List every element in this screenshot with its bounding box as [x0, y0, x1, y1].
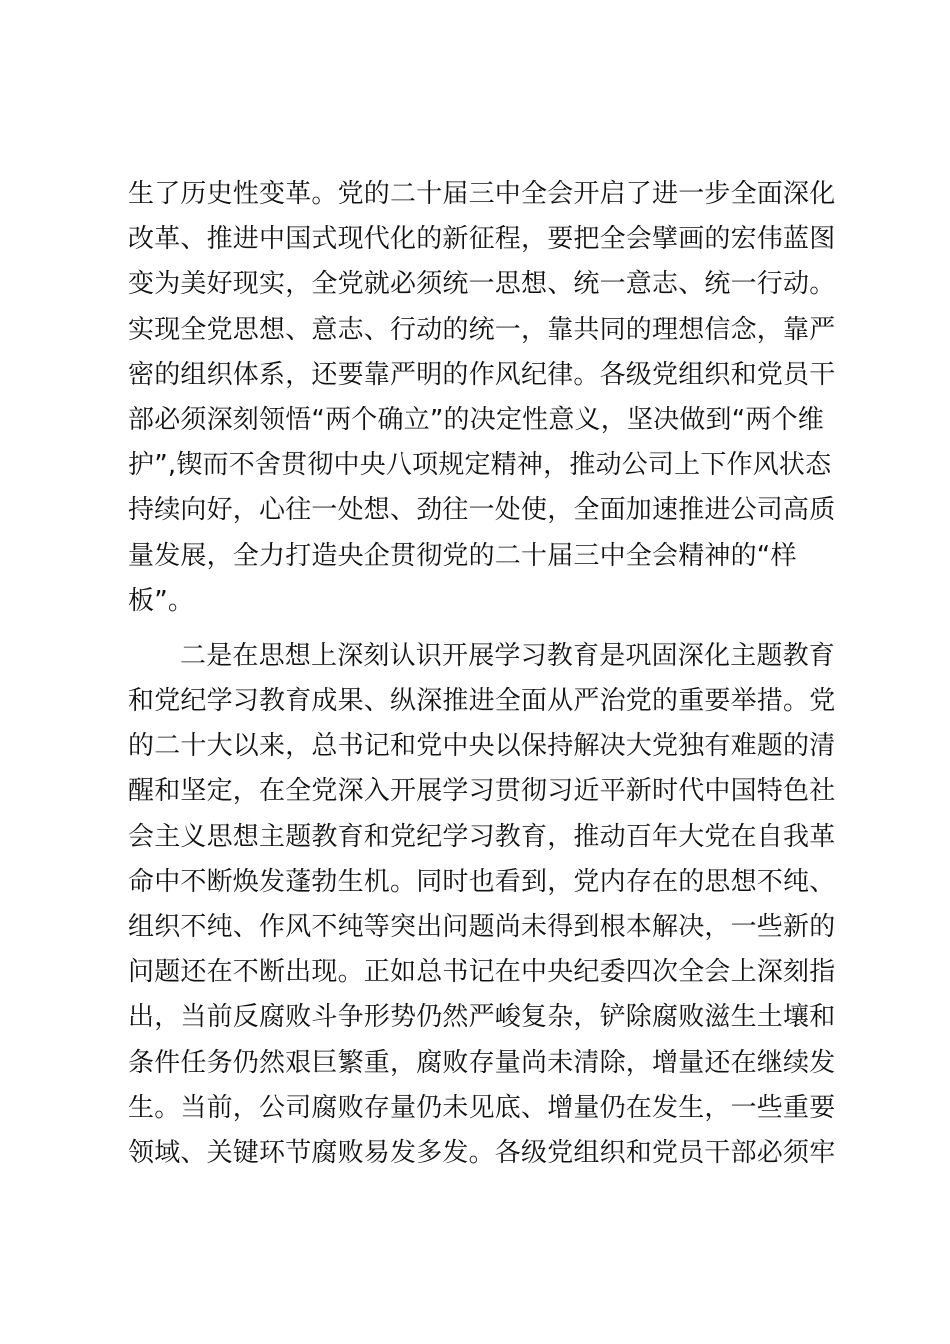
text-line: 条件任务仍然艰巨繁重，腐败存量尚未清除，增量还在继续发: [128, 1047, 836, 1078]
text-line: 量发展，全力打造央企贯彻党的二十届三中全会精神的“样: [128, 540, 797, 571]
paragraph-2: [128, 634, 836, 1176]
text-line: 问题还在不断出现。正如总书记在中央纪委四次全会上深刻指: [128, 957, 836, 988]
text-line: 生了历史性变革。党的二十届三中全会开启了进一步全面深化: [128, 179, 836, 209]
text-line: 板”。: [128, 585, 195, 616]
text-line: 实现全党思想、意志、行动的统一，靠共同的理想信念，靠严: [128, 314, 836, 345]
text-line: 生。当前，公司腐败存量仍未见底、增量仍在发生，一些重要: [128, 1092, 836, 1123]
text-line: 变为美好现实，全党就必须统一思想、统一意志、统一行动。: [128, 269, 836, 300]
text-line: 命中不断焕发蓬勃生机。同时也看到，党内存在的思想不纯、: [128, 866, 836, 897]
text-line: 醒和坚定，在全党深入开展学习贯彻习近平新时代中国特色社: [128, 776, 836, 807]
text-line: 持续向好，心往一处想、劲往一处使，全面加速推进公司高质: [128, 495, 836, 526]
paragraph-gap: [128, 624, 828, 634]
text-line: 组织不纯、作风不纯等突出问题尚未得到根本解决，一些新的: [128, 912, 836, 942]
document-body: [128, 172, 836, 1176]
text-line: 二是在思想上深刻认识开展学习教育是巩固深化主题教育: [180, 640, 836, 671]
paragraph-1: [128, 172, 836, 624]
text-line: 领域、关键环节腐败易发多发。各级党组织和党员干部必须牢: [128, 1137, 836, 1168]
text-line: 和党纪学习教育成果、纵深推进全面从严治党的重要举措。党: [128, 686, 836, 717]
text-line: 护”,锲而不舍贯彻中央八项规定精神，推动公司上下作风状态: [128, 450, 832, 481]
text-line: 密的组织体系，还要靠严明的作风纪律。各级党组织和党员干: [128, 359, 836, 390]
text-line: 改革、推进中国式现代化的新征程，要把全会擘画的宏伟蓝图: [128, 224, 836, 255]
text-line: 会主义思想主题教育和党纪学习教育，推动百年大党在自我革: [128, 821, 836, 852]
text-line: 部必须深刻领悟“两个确立”的决定性意义，坚决做到“两个维: [128, 404, 825, 435]
text-line: 的二十大以来，总书记和党中央以保持解决大党独有难题的清: [128, 731, 836, 762]
text-line: 出，当前反腐败斗争形势仍然严峻复杂，铲除腐败滋生土壤和: [128, 1002, 836, 1033]
